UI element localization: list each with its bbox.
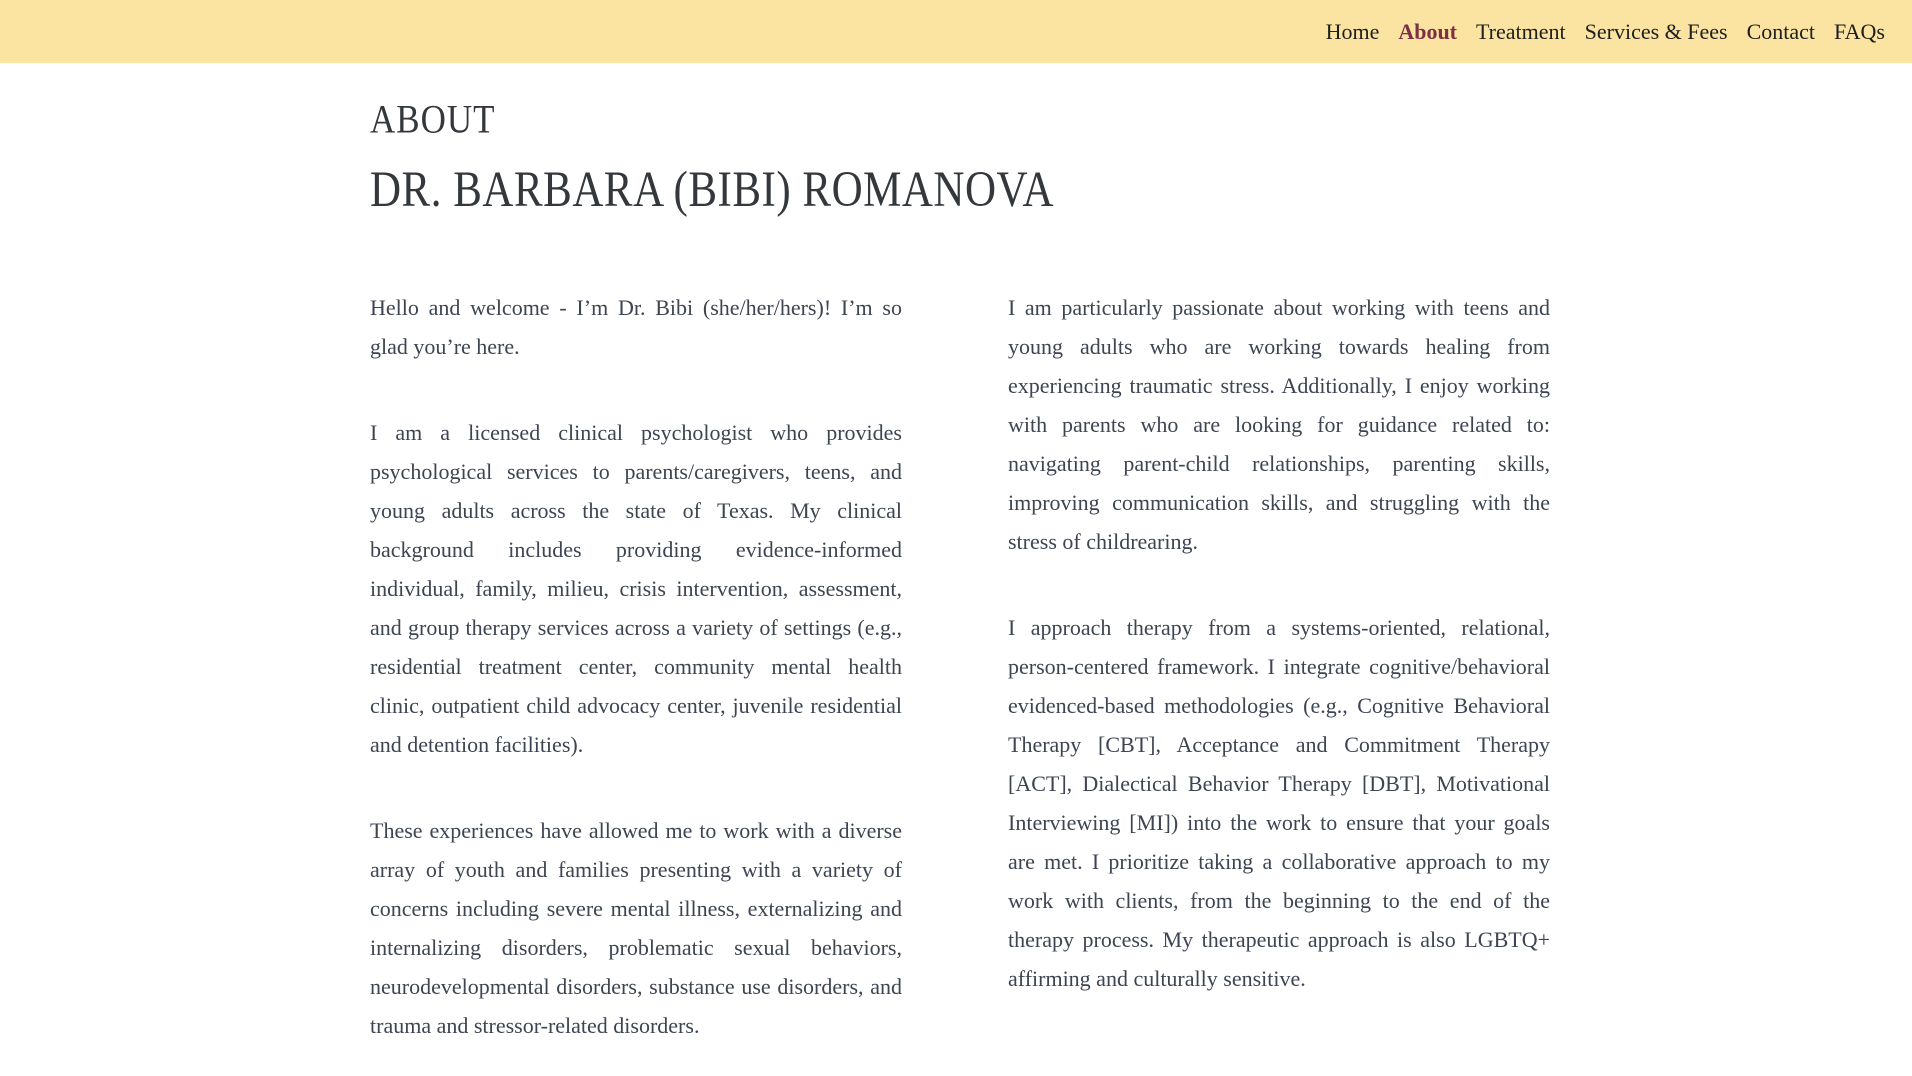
about-paragraph: I approach therapy from a systems-oriented, relational, person-centered framework. I integrate cognitive/behavioral evidenced-based methodologies (e.g., Cognitive Behavioral Therapy [CBT], Acceptance and Commitment Therapy [ACT], Dialectical Behavior Therapy [DBT], Motivational Interviewing [MI]) into the work to ensure that your goals are met. I prioritize taking a collaborative approach to my work with clients, from the beginning to the end of the therapy process. My therapeutic approach is also LGBTQ+ affirming and culturally sensitive. — [1008, 615, 1550, 991]
nav-link-about[interactable]: About — [1398, 18, 1458, 44]
nav-link-contact[interactable]: Contact — [1746, 18, 1816, 44]
about-paragraph: I am a licensed clinical psychologist who provides psychological services to parents/caregivers, teens, and young adults across the state of Texas. My clinical background includes providing evidence-informed individual, family, milieu, crisis intervention, assessment, and group therapy services across a variety of settings (e.g., residential treatment center, community mental health clinic, outpatient child advocacy center, juvenile residential and detention facilities). — [370, 420, 902, 757]
nav-link-treatment[interactable]: Treatment — [1476, 18, 1566, 44]
section-label: ABOUT — [370, 97, 496, 142]
about-paragraph: I am particularly passionate about working with teens and young adults who are working towards healing from experiencing traumatic stress. Additionally, I enjoy working with parents who are looking for guidance related to: navigating parent-child relationships, parenting skills, improving communication skills, and struggling with the stress of childrearing. — [1008, 295, 1550, 554]
about-page — [0, 63, 1912, 1076]
about-content — [370, 288, 1550, 1076]
top-nav — [0, 0, 1912, 63]
nav-link-services-fees[interactable]: Services & Fees — [1584, 18, 1728, 44]
about-right-column — [1008, 288, 1550, 1076]
nav-link-home[interactable]: Home — [1325, 18, 1380, 44]
about-paragraph: These experiences have allowed me to work with a diverse array of youth and families presenting with a variety of concerns including severe mental illness, externalizing and internalizing disorders, problematic sexual behaviors, neurodevelopmental disorders, substance use disorders, and trauma and stressor-related disorders. — [370, 818, 902, 1038]
nav-link-faqs[interactable]: FAQs — [1834, 18, 1885, 44]
about-left-column — [370, 288, 902, 1076]
page-title: DR. BARBARA (BIBI) ROMANOVA — [370, 162, 1055, 218]
about-paragraph: Hello and welcome - I’m Dr. Bibi (she/her/hers)! I’m so glad you’re here. — [370, 295, 902, 359]
